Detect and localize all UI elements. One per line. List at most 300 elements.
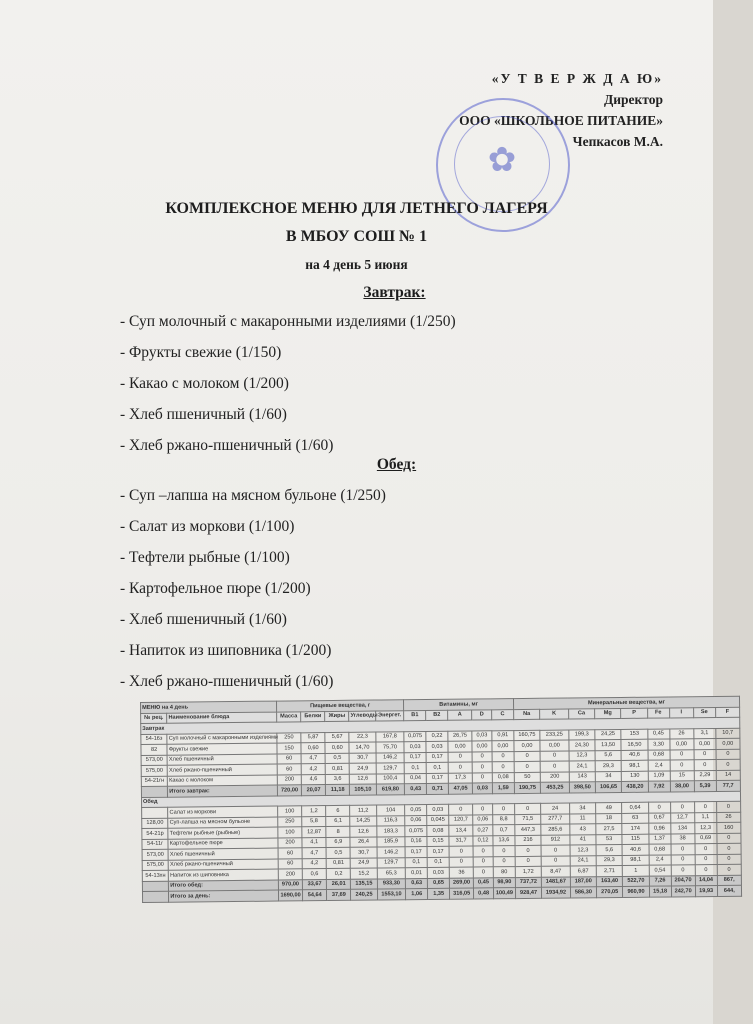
table-cell: 0,08 [492, 772, 514, 783]
table-cell: 0 [671, 854, 695, 865]
table-cell: 0 [541, 845, 570, 856]
table-cell: 0,43 [405, 784, 427, 795]
table-cell: 0 [695, 843, 717, 854]
table-cell: 0,00 [448, 741, 472, 752]
table-cell: 98,1 [622, 855, 648, 866]
table-cell: 24,9 [350, 763, 376, 774]
table-cell: K [540, 709, 569, 720]
table-cell: 24,25 [595, 729, 621, 740]
table-cell: I [669, 707, 693, 718]
table-cell: 134 [670, 823, 694, 834]
table-cell: 0,7 [493, 825, 515, 836]
table-cell: 12,6 [350, 774, 376, 785]
table-cell: Хлеб пшеничный [167, 754, 277, 766]
table-cell: 38 [670, 833, 694, 844]
table-cell: 11,18 [326, 784, 350, 795]
table-cell: 143 [569, 771, 595, 782]
table-cell: 0,17 [404, 752, 426, 763]
table-cell: 1,2 [302, 806, 326, 817]
table-cell: 204,70 [671, 875, 695, 886]
table-cell: 0 [448, 752, 472, 763]
table-cell: 0 [670, 749, 694, 760]
table-cell: 0 [648, 802, 670, 813]
table-cell: 153 [621, 729, 647, 740]
table-cell: 129,7 [376, 763, 405, 774]
table-cell: 0 [448, 762, 472, 773]
table-cell: 3,30 [648, 739, 670, 750]
table-cell: 573,00 [141, 755, 167, 766]
table-cell: 269,00 [449, 878, 473, 889]
table-cell: 36 [449, 867, 473, 878]
table-cell: 65,3 [377, 868, 406, 879]
table-cell: 216 [515, 835, 541, 846]
table-cell: 270,05 [596, 886, 622, 897]
table-cell: 200 [278, 837, 302, 848]
table-cell: 22,3 [349, 732, 375, 743]
table-cell: 522,70 [623, 876, 649, 887]
table-cell: 82 [141, 744, 167, 755]
table-cell: 53 [596, 834, 622, 845]
table-cell: 447,3 [515, 824, 541, 835]
table-cell: 26,01 [327, 879, 351, 890]
table-cell: 54,64 [303, 890, 327, 901]
table-cell: 12,6 [350, 826, 376, 837]
table-cell: 644, [717, 885, 741, 896]
breakfast-item: - Фрукты свежие (1/150) [120, 344, 282, 361]
table-cell: 0 [541, 856, 570, 867]
table-cell: 0,54 [649, 865, 671, 876]
table-cell: 0,6 [302, 869, 326, 880]
breakfast-list [120, 306, 456, 461]
table-cell: Итого обед: [169, 880, 279, 892]
table-cell: 8,47 [541, 866, 570, 877]
table-cell: 50 [514, 772, 540, 783]
table-cell: 285,6 [541, 824, 570, 835]
table-cell: 0,64 [622, 802, 648, 813]
table-cell: B1 [404, 710, 426, 721]
table-cell: Напиток из шиповника [169, 869, 279, 881]
nutrition-table-wrap [140, 696, 735, 954]
table-cell: 11 [569, 813, 595, 824]
table-cell: 14,25 [350, 816, 376, 827]
table-cell: Суп-лапша на мясном бульоне [168, 817, 278, 829]
table-cell: 0,04 [405, 773, 427, 784]
table-cell: 29,3 [596, 855, 622, 866]
table-cell: 5,6 [595, 750, 621, 761]
table-cell: 0,03 [473, 783, 493, 794]
breakfast-item: - Хлеб ржано-пшеничный (1/60) [120, 437, 334, 454]
table-cell: 0,91 [492, 730, 514, 741]
table-cell: 13,50 [595, 739, 621, 750]
table-cell: 1,72 [515, 866, 541, 877]
table-cell: 33,67 [302, 879, 326, 890]
table-cell: 71,5 [515, 814, 541, 825]
table-cell: 1,1 [694, 812, 716, 823]
table-cell: 720,00 [277, 785, 301, 796]
table-cell: 0 [717, 864, 741, 875]
table-cell: 160 [716, 822, 740, 833]
table-cell: 24,1 [570, 855, 596, 866]
table-cell: 0,60 [325, 742, 349, 753]
table-cell: 737,72 [515, 877, 541, 888]
table-cell: 0,96 [648, 823, 670, 834]
table-cell: 10,7 [715, 728, 739, 739]
table-cell: 0,03 [427, 804, 449, 815]
table-cell: 98,1 [621, 760, 647, 771]
table-cell: 960,90 [623, 886, 649, 897]
table-cell: 7,26 [649, 875, 671, 886]
table-cell: 0 [670, 760, 694, 771]
lunch-item: - Напиток из шиповника (1/200) [120, 642, 332, 659]
table-cell: 250 [278, 816, 302, 827]
table-cell: 174 [622, 823, 648, 834]
table-cell: 185,9 [377, 836, 406, 847]
table-cell: 0 [515, 856, 541, 867]
table-cell: 0,22 [426, 731, 448, 742]
nutrition-table [140, 696, 742, 903]
table-cell: Салат из моркови [168, 806, 278, 818]
table-cell: 3,6 [326, 774, 350, 785]
approval-organization: ООО «ШКОЛЬНОЕ ПИТАНИЕ» [459, 113, 663, 128]
table-cell: 100 [278, 827, 302, 838]
group-vitamins: Витамины, мг [404, 699, 514, 711]
table-cell: 1481,67 [542, 877, 571, 888]
table-cell: 4,7 [302, 848, 326, 859]
table-cell: Хлеб ржано-пшеничный [167, 764, 277, 776]
lunch-item: - Тефтели рыбные (1/100) [120, 549, 290, 566]
table-cell: 0,5 [325, 753, 349, 764]
table-cell: 6,87 [570, 866, 596, 877]
table-cell: 18 [596, 813, 622, 824]
table-cell: 7,92 [648, 781, 670, 792]
table-cell: 27,5 [596, 823, 622, 834]
table-cell: 63 [622, 813, 648, 824]
table-cell: 8 [326, 826, 350, 837]
table-cell: 190,75 [514, 782, 540, 793]
table-cell: 14,04 [695, 875, 717, 886]
table-cell: 240,25 [351, 889, 377, 900]
table-cell: 933,30 [377, 878, 406, 889]
table-cell: 575,00 [141, 765, 167, 776]
table-cell [142, 881, 168, 892]
table-cell: 167,8 [376, 731, 405, 742]
table-cell: 14,70 [349, 742, 375, 753]
table-cell: 41 [570, 834, 596, 845]
table-cell: 0,00 [514, 740, 540, 751]
table-cell [142, 891, 168, 902]
table-cell: 912 [541, 835, 570, 846]
table-cell: 0 [670, 802, 694, 813]
table-cell: 0,00 [472, 741, 492, 752]
table-cell: 40,6 [621, 750, 647, 761]
table-cell: 573,00 [142, 849, 168, 860]
table-cell: 12,3 [570, 845, 596, 856]
table-cell: Хлеб пшеничный [168, 848, 278, 860]
table-cell: 43 [570, 824, 596, 835]
table-cell: 0,17 [405, 847, 427, 858]
table-cell: 0 [493, 804, 515, 815]
table-cell: 0 [716, 759, 740, 770]
table-cell: 1,59 [492, 783, 514, 794]
table-cell: 970,00 [278, 879, 302, 890]
table-cell: Наименование блюда [167, 712, 277, 724]
table-cell: 0,60 [301, 743, 325, 754]
breakfast-item: - Хлеб пшеничный (1/60) [120, 406, 287, 423]
table-cell: 453,25 [541, 782, 570, 793]
table-cell: 1,09 [648, 770, 670, 781]
table-cell: Se [693, 707, 715, 718]
table-cell: 106,65 [595, 781, 621, 792]
table-cell: 867, [717, 875, 741, 886]
table-cell: 200 [277, 774, 301, 785]
table-cell: 49 [596, 802, 622, 813]
table-cell: 4,1 [302, 837, 326, 848]
table-cell: 0,06 [473, 814, 493, 825]
table-cell: 163,40 [596, 876, 622, 887]
table-cell: 75,70 [376, 742, 405, 753]
table-cell: 4,2 [302, 858, 326, 869]
table-cell: Энергет. [375, 710, 404, 721]
table-cell: 26,75 [448, 731, 472, 742]
table-cell: Фрукты свежие [167, 743, 277, 755]
table-cell: 398,50 [569, 782, 595, 793]
document-date: на 4 день 5 июня [305, 257, 408, 272]
table-cell: 146,2 [377, 847, 406, 858]
table-cell: 160,75 [514, 730, 540, 741]
table-cell: 0,01 [406, 867, 428, 878]
table-cell: 26 [669, 728, 693, 739]
table-cell: 183,3 [376, 826, 405, 837]
table-cell: Белки [301, 711, 325, 722]
table-cell: 3,1 [693, 728, 715, 739]
table-cell: 928,47 [515, 887, 541, 898]
table-cell: 0 [716, 749, 740, 760]
table-cell: 0 [671, 865, 695, 876]
table-cell: 0 [515, 845, 541, 856]
table-cell: 54-21р [142, 828, 168, 839]
table-cell: 30,7 [350, 847, 376, 858]
table-cell: Какао с молоком [168, 775, 278, 787]
table-cell: 0,1 [426, 762, 448, 773]
table-cell: 13,6 [493, 835, 515, 846]
table-cell: 0 [473, 867, 493, 878]
table-cell: 135,15 [351, 879, 377, 890]
table-cell: 37,69 [327, 889, 351, 900]
table-cell: 34 [569, 803, 595, 814]
table-cell: 14 [716, 770, 740, 781]
table-cell: 0 [717, 833, 741, 844]
table-cell: 0,00 [669, 739, 693, 750]
table-cell: 4,2 [301, 764, 325, 775]
table-cell: 128,00 [142, 818, 168, 829]
table-cell: Масса [277, 711, 301, 722]
table-cell: 0,81 [325, 763, 349, 774]
table-cell: 54-11г [142, 839, 168, 850]
table-cell: 15,18 [649, 886, 671, 897]
table-cell: 2,29 [694, 770, 716, 781]
table-cell: 0,00 [540, 740, 569, 751]
table-cell: 2,4 [649, 854, 671, 865]
table-cell: 0,67 [648, 812, 670, 823]
table-cell: 0,16 [405, 836, 427, 847]
table-cell: 0,63 [406, 878, 428, 889]
table-cell: Жиры [325, 711, 349, 722]
document-title: КОМПЛЕКСНОЕ МЕНЮ ДЛЯ ЛЕТНЕГО ЛАГЕРЯ [165, 200, 548, 217]
table-cell: 34 [595, 771, 621, 782]
table-cell: 60 [277, 764, 301, 775]
table-cell: 0 [449, 857, 473, 868]
table-cell: 0,17 [426, 752, 448, 763]
table-cell: 0 [473, 804, 493, 815]
table-cell: 0 [449, 846, 473, 857]
table-cell: 0,81 [326, 858, 350, 869]
table-cell: 0,06 [405, 815, 427, 826]
table-cell: 0 [493, 846, 515, 857]
table-cell: A [448, 710, 472, 721]
table-cell: Суп молочный с макаронными изделиями [167, 733, 277, 745]
table-cell: 104 [376, 805, 405, 816]
table-cell: 0 [472, 772, 492, 783]
table-cell: 1 [623, 865, 649, 876]
table-cell: 129,7 [377, 857, 406, 868]
table-cell: 0 [717, 854, 741, 865]
table-cell: 24 [541, 803, 570, 814]
lunch-item: - Хлеб пшеничный (1/60) [120, 611, 287, 628]
table-cell: 98,90 [493, 877, 515, 888]
breakfast-item: - Какао с молоком (1/200) [120, 375, 289, 392]
table-cell: 575,00 [142, 860, 168, 871]
table-cell: № рец. [141, 713, 167, 724]
table-cell: 24,9 [351, 858, 377, 869]
table-cell: 12,87 [302, 827, 326, 838]
table-cell: 438,20 [622, 781, 648, 792]
table-cell: 0,05 [405, 805, 427, 816]
table-cell: 5,6 [596, 844, 622, 855]
table-cell: 26 [716, 812, 740, 823]
table-cell: B2 [426, 710, 448, 721]
document-school: В МБОУ СОШ № 1 [285, 228, 428, 245]
table-cell: 199,3 [569, 729, 595, 740]
table-cell: 0 [492, 762, 514, 773]
table-cell: 277,7 [541, 814, 570, 825]
table-cell: 0 [514, 803, 540, 814]
table-cell: 19,93 [695, 885, 717, 896]
table-cell: 233,25 [540, 730, 569, 741]
table-cell: 0,08 [427, 825, 449, 836]
table-cell: Na [513, 709, 539, 720]
table-cell: 0 [473, 856, 493, 867]
table-cell: 0 [540, 761, 569, 772]
table-cell: 1934,92 [542, 887, 571, 898]
table-cell: 26,4 [350, 837, 376, 848]
table-cell: 105,10 [350, 784, 376, 795]
table-cell: Завтрак [141, 717, 740, 734]
table-cell: 619,80 [376, 784, 405, 795]
table-cell: Итого за день: [169, 890, 279, 902]
table-cell: 77,7 [716, 780, 740, 791]
table-cell: 0 [449, 804, 473, 815]
table-cell [141, 786, 167, 797]
table-cell: C [492, 709, 514, 720]
table-cell: 130 [622, 771, 648, 782]
table-cell: 0 [492, 751, 514, 762]
table-cell: P [621, 708, 647, 719]
table-cell: 12,3 [569, 750, 595, 761]
table-cell: 54-13хн [142, 870, 168, 881]
table-cell: 100,4 [376, 773, 405, 784]
table-cell: 0,45 [647, 728, 669, 739]
table-cell: 5,67 [325, 732, 349, 743]
lunch-item: - Хлеб ржано-пшеничный (1/60) [120, 673, 334, 690]
lunch-heading: Обед: [376, 456, 417, 473]
table-cell: 0 [671, 844, 695, 855]
table-cell: 5,87 [301, 732, 325, 743]
table-cell: 0,00 [716, 738, 740, 749]
table-cell: 0,12 [473, 835, 493, 846]
table-cell: 0,03 [404, 742, 426, 753]
table-cell: 60 [277, 753, 301, 764]
table-cell: 54-16з [141, 734, 167, 745]
table-cell: 1,06 [406, 888, 428, 899]
table-cell: 60 [278, 848, 302, 859]
table-cell: 0 [540, 751, 569, 762]
table-cell: 1553,10 [377, 889, 406, 900]
table-cell: Ca [568, 708, 594, 719]
table-cell: 60 [278, 858, 302, 869]
table-cell: 6 [326, 805, 350, 816]
table-cell: 29,3 [595, 760, 621, 771]
table-cell: 0,1 [405, 857, 427, 868]
table-cell: 0 [695, 854, 717, 865]
table-cell: 47,05 [448, 783, 472, 794]
table-cell: 5,8 [302, 816, 326, 827]
lunch-item: - Салат из моркови (1/100) [120, 518, 295, 535]
table-cell: 0 [473, 846, 493, 857]
table-cell: 0 [694, 759, 716, 770]
lunch-list [120, 480, 386, 697]
table-cell: 15 [670, 770, 694, 781]
table-cell: 150 [277, 743, 301, 754]
table-cell: 13,4 [449, 825, 473, 836]
table-cell: 12,7 [670, 812, 694, 823]
table-cell: 5,39 [694, 780, 716, 791]
table-cell: 8,8 [493, 814, 515, 825]
lunch-item: - Картофельное пюре (1/200) [120, 580, 311, 597]
table-cell: 15,2 [351, 868, 377, 879]
table-cell: 0 [716, 801, 740, 812]
table-cell: 0,03 [472, 730, 492, 741]
table-cell: 0,00 [492, 741, 514, 752]
table-cell: 250 [277, 732, 301, 743]
table-cell: 146,2 [376, 752, 405, 763]
table-cell: 0,5 [326, 847, 350, 858]
table-cell: Картофельное пюре [168, 838, 278, 850]
table-cell: 20,07 [302, 785, 326, 796]
table-cell: Хлеб ржано-пшеничный [168, 859, 278, 871]
table-cell: 0 [694, 801, 716, 812]
table-cell: 0,075 [404, 731, 426, 742]
table-cell: 187,00 [570, 876, 596, 887]
table-cell: 0 [695, 864, 717, 875]
table-cell: 0,45 [474, 877, 494, 888]
table-cell: 0,03 [427, 867, 449, 878]
table-cell: 0,03 [426, 741, 448, 752]
table-cell: 24,30 [569, 740, 595, 751]
group-nutr: Пищевые вещества, г [276, 700, 403, 712]
table-cell: 0,17 [426, 773, 448, 784]
table-cell: 2,71 [596, 865, 622, 876]
table-cell: Итого завтрак: [168, 785, 278, 797]
